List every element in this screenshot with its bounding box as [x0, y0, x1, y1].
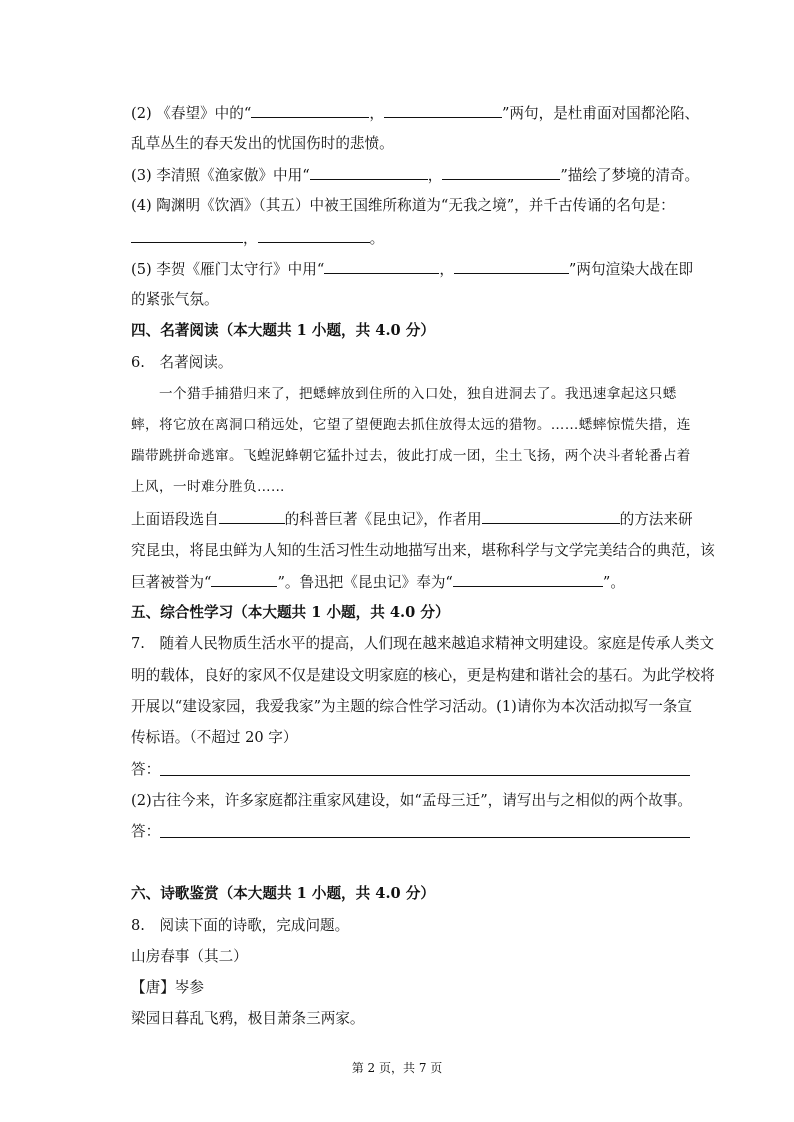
answer-blank[interactable] [324, 259, 439, 274]
section-heading-6: 六、诗歌鉴赏（本大题共 1 小题，共 4.0 分） [131, 885, 435, 902]
question-2-line1: (2) 《春望》中的“ ， ”两句，是杜甫面对国都沦陷、 [131, 105, 700, 122]
question-5-line1: (5) 李贺《雁门太守行》中用“ ， ”两句渲染大战在即 [131, 261, 694, 278]
answer-label: 答： [131, 761, 161, 778]
question-4-line2: ， 。 [131, 228, 384, 249]
answer-blank[interactable] [454, 259, 569, 274]
answer-blank[interactable] [258, 228, 370, 243]
poem-author: 【唐】岑参 [131, 979, 204, 996]
question-4-line1: (4) 陶渊明《饮酒》（其五）中被王国维所称道为“无我之境”，并千古传诵的名句是： [131, 197, 675, 214]
question-7-line1: 7. 随着人民物质生活水平的提高，人们现在越来越追求精神文明建设。家庭是传承人类文 [131, 635, 715, 652]
section-heading-5: 五、综合性学习（本大题共 1 小题，共 4.0 分） [131, 604, 450, 621]
answer-blank[interactable] [453, 572, 603, 587]
question-6: 6. 名著阅读。 [131, 354, 233, 371]
question-7-part2: (2)古往今来，许多家庭都注重家风建设，如“孟母三迁”，请写出与之相似的两个故事。 [131, 792, 692, 809]
answer-line[interactable] [160, 775, 690, 776]
question-6-line2: 究昆虫，将昆虫鲜为人知的生活习性生动地描写出来，堪称科学与文学完美结合的典范，该 [131, 542, 715, 559]
question-5-line2: 的紧张气氛。 [131, 291, 219, 308]
page-number: 第 2 页，共 7 页 [351, 1061, 443, 1075]
question-7-line2: 明的载体，良好的家风不仅是建设文明家庭的核心，更是构建和谐社会的基石。为此学校将 [131, 667, 715, 684]
answer-blank[interactable] [219, 509, 285, 524]
answer-blank[interactable] [442, 165, 560, 180]
question-7-line3: 开展以“建设家园，我爱我家”为主题的综合性学习活动。(1)请你为本次活动拟写一条宣 [131, 698, 692, 715]
poem-title: 山房春事（其二） [131, 948, 248, 965]
passage-line: 蟀，将它放在离洞口稍远处，它望了望便跑去抓住放得太远的猎物。……蟋蟀惊慌失措，连 [131, 417, 691, 433]
question-6-line3: 巨著被誉为“ ”。鲁迅把《昆虫记》奉为“ ”。 [131, 574, 625, 591]
poem-line: 梁园日暮乱飞鸦，极目萧条三两家。 [131, 1010, 365, 1027]
question-2-line2: 乱草丛生的春天发出的忧国伤时的悲愤。 [131, 135, 394, 152]
answer-blank[interactable] [131, 228, 243, 243]
answer-blank[interactable] [384, 103, 502, 118]
answer-blank[interactable] [251, 103, 369, 118]
question-8: 8. 阅读下面的诗歌，完成问题。 [131, 917, 350, 934]
passage-line: 上风，一时难分胜负…… [131, 479, 285, 495]
question-7-line4: 传标语。（不超过 20 字） [131, 729, 298, 746]
passage-line: 踹带跳拼命逃窜。飞蝗泥蜂朝它猛扑过去，彼此打成一团，尘土飞扬，两个决斗者轮番占着 [131, 448, 691, 464]
section-heading-4: 四、名著阅读（本大题共 1 小题，共 4.0 分） [131, 322, 435, 339]
answer-line[interactable] [160, 837, 690, 838]
passage-line: 一个猎手捕猎归来了，把蟋蟀放到住所的入口处，独自进洞去了。我迅速拿起这只蟋 [159, 386, 677, 402]
answer-blank[interactable] [482, 509, 620, 524]
question-3: (3) 李清照《渔家傲》中用“ ， ”描绘了梦境的清奇。 [131, 167, 700, 184]
answer-blank[interactable] [310, 165, 428, 180]
question-6-line1: 上面语段选自 的科普巨著《昆虫记》，作者用 的方法来研 [131, 511, 693, 528]
answer-label: 答： [131, 823, 161, 840]
answer-blank[interactable] [211, 572, 277, 587]
